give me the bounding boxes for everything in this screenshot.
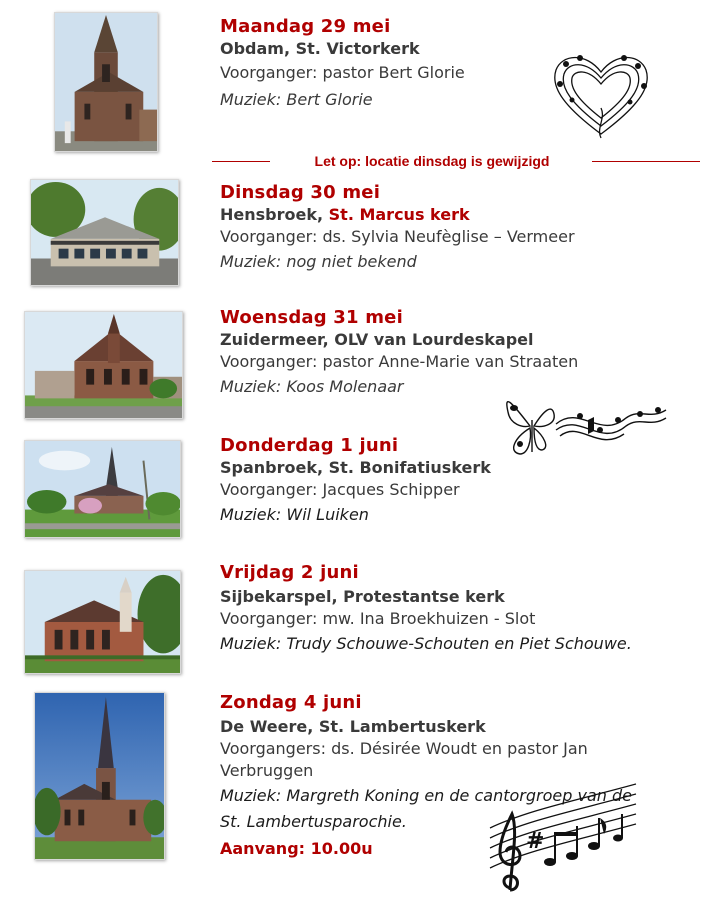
entry-location: Sijbekarspel, Protestantse kerk xyxy=(220,587,505,606)
entry-music: Muziek: Wil Luiken xyxy=(220,505,369,524)
music-heart-icon xyxy=(546,48,656,140)
entry-date: Maandag 29 mei xyxy=(220,16,391,37)
notice-divider-right xyxy=(592,161,700,162)
entry-woensdag xyxy=(220,307,578,399)
church-photo-hensbroek xyxy=(30,179,179,286)
entry-location: De Weere, St. Lambertuskerk xyxy=(220,717,486,736)
entry-leader-line2: Verbruggen xyxy=(220,761,314,780)
entry-date: Zondag 4 juni xyxy=(220,692,362,713)
church-photo-sijbekarspel xyxy=(24,570,181,674)
location-change-notice xyxy=(212,151,700,173)
entry-date: Vrijdag 2 juni xyxy=(220,562,359,583)
entry-leader: Voorganger: ds. Sylvia Neufèglise – Vermeer xyxy=(220,227,575,246)
entry-music-line2: St. Lambertusparochie. xyxy=(220,812,407,831)
entry-vrijdag xyxy=(220,562,632,656)
entry-start-time: Aanvang: 10.00u xyxy=(220,839,373,858)
entry-music: Muziek: nog niet bekend xyxy=(220,252,417,271)
butterfly-music-icon xyxy=(500,390,670,460)
entry-location: Zuidermeer, OLV van Lourdeskapel xyxy=(220,330,534,349)
entry-music: Muziek: Bert Glorie xyxy=(220,90,373,109)
entry-donderdag xyxy=(220,435,491,527)
entry-location xyxy=(220,204,575,226)
church-photo-zuidermeer xyxy=(24,311,183,419)
svg-text:#: # xyxy=(526,829,545,854)
entry-leader: Voorganger: mw. Ina Broekhuizen - Slot xyxy=(220,609,536,628)
entry-location: Obdam, St. Victorkerk xyxy=(220,39,420,58)
location-prefix: Hensbroek, xyxy=(220,205,329,224)
church-photo-spanbroek xyxy=(24,440,181,538)
entry-date: Donderdag 1 juni xyxy=(220,435,399,456)
church-photo-de-weere xyxy=(34,692,165,860)
entry-leader: Voorganger: pastor Anne-Marie van Straaten xyxy=(220,352,579,371)
notice-text: Let op: locatie dinsdag is gewijzigd xyxy=(314,153,550,169)
church-photo-obdam xyxy=(54,12,158,152)
location-highlight: St. Marcus kerk xyxy=(328,205,470,224)
entry-leader: Voorganger: pastor Bert Glorie xyxy=(220,63,465,82)
entry-music: Muziek: Trudy Schouwe-Schouten en Piet Schouwe. xyxy=(220,634,632,653)
entry-maandag xyxy=(220,16,465,112)
treble-clef-notes-icon xyxy=(488,780,638,892)
entry-leader: Voorganger: Jacques Schipper xyxy=(220,480,460,499)
entry-location: Spanbroek, St. Bonifatiuskerk xyxy=(220,458,491,477)
entry-dinsdag xyxy=(220,182,575,274)
entry-leader-line1: Voorgangers: ds. Désirée Woudt en pastor Jan xyxy=(220,739,588,758)
entry-date: Dinsdag 30 mei xyxy=(220,182,381,203)
entry-music-line1: Muziek: Margreth Koning en de cantorgroep van de xyxy=(220,786,632,805)
entry-date: Woensdag 31 mei xyxy=(220,307,403,328)
entry-music: Muziek: Koos Molenaar xyxy=(220,377,404,396)
notice-divider-left xyxy=(212,161,270,162)
